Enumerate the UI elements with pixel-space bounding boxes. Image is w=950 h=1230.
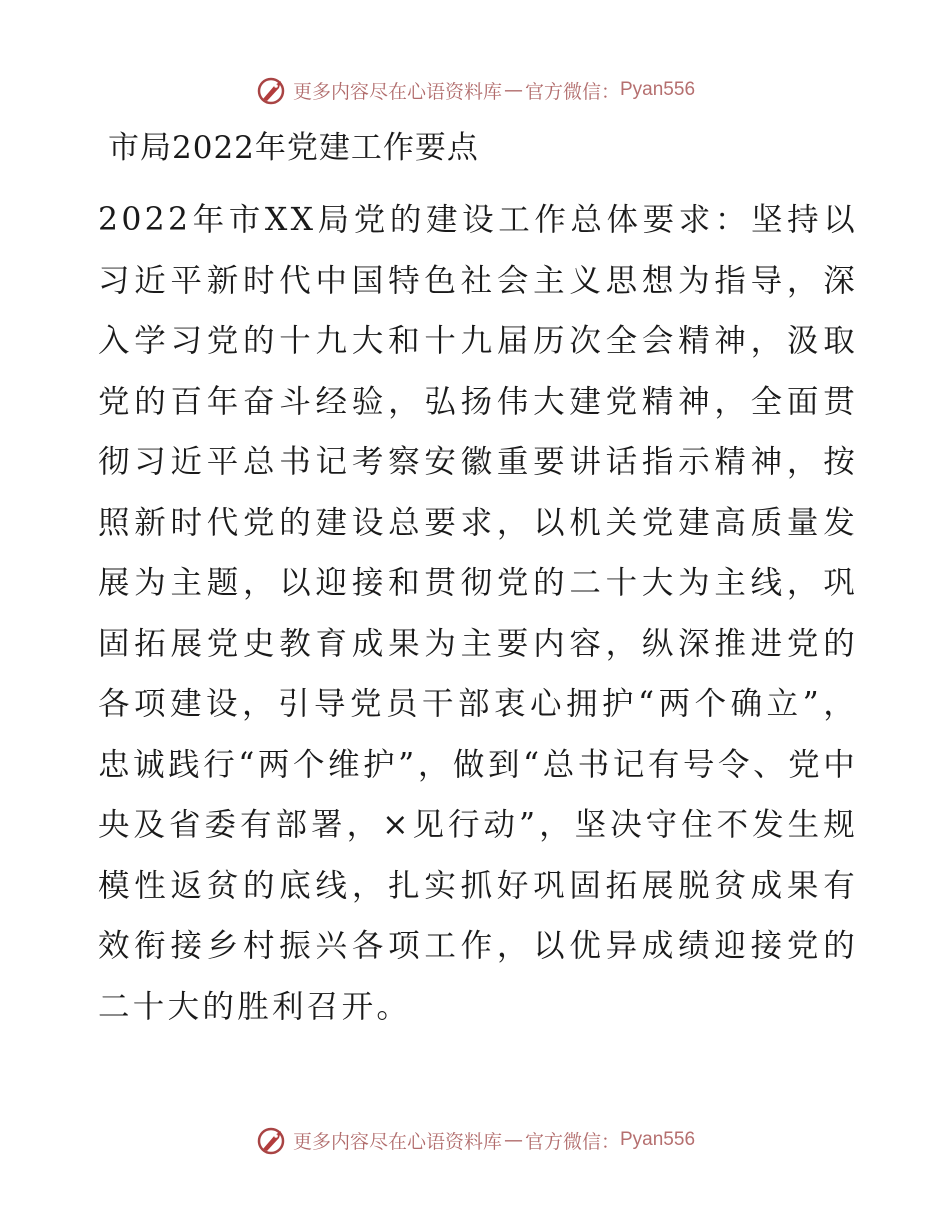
watermark-official-label: 官方微信： xyxy=(524,1130,620,1153)
watermark-wechat-id: Pyan556 xyxy=(620,79,696,100)
pen-nib-logo-icon xyxy=(255,1123,289,1157)
pen-nib-logo-icon xyxy=(255,73,289,107)
watermark-main-text: 更多内容尽在心语资料库 xyxy=(292,1130,502,1153)
watermark-separator: — xyxy=(503,1129,523,1151)
watermark-separator: — xyxy=(503,79,523,101)
document-title: 市局2022年党建工作要点 xyxy=(108,130,479,166)
watermark-main-text: 更多内容尽在心语资料库 xyxy=(292,80,502,103)
watermark-wechat-id: Pyan556 xyxy=(620,1129,696,1150)
footer-watermark xyxy=(0,1120,950,1160)
header-watermark xyxy=(0,70,950,110)
document-body-paragraph: 2022年市XX局党的建设工作总体要求：坚持以习近平新时代中国特色社会主义思想为指导，深入学习党的十九大和十九届历次全会精神，汲取党的百年奋斗经验，弘扬伟大建党精神，全面贯彻习近平总书记考察安徽重要讲话指示精神，按照新时代党的建设总要求，以机关党建高质量发展为主题，以迎接和贯彻党的二十大为主线，巩固拓展党史教育成果为主要内容，纵深推进党的各项建设，引导党员干部衷心拥护“两个确立”，忠诚践行“两个维护”，做到“总书记有号令、党中央及省委有部署，×见行动”，坚决守住不发生规模性返贫的底线，扎实抓好巩固拓展脱贫成果有效衔接乡村振兴各项工作，以优异成绩迎接党的二十大的胜利召开。 xyxy=(98,202,858,1025)
watermark-official-label: 官方微信： xyxy=(524,80,620,103)
